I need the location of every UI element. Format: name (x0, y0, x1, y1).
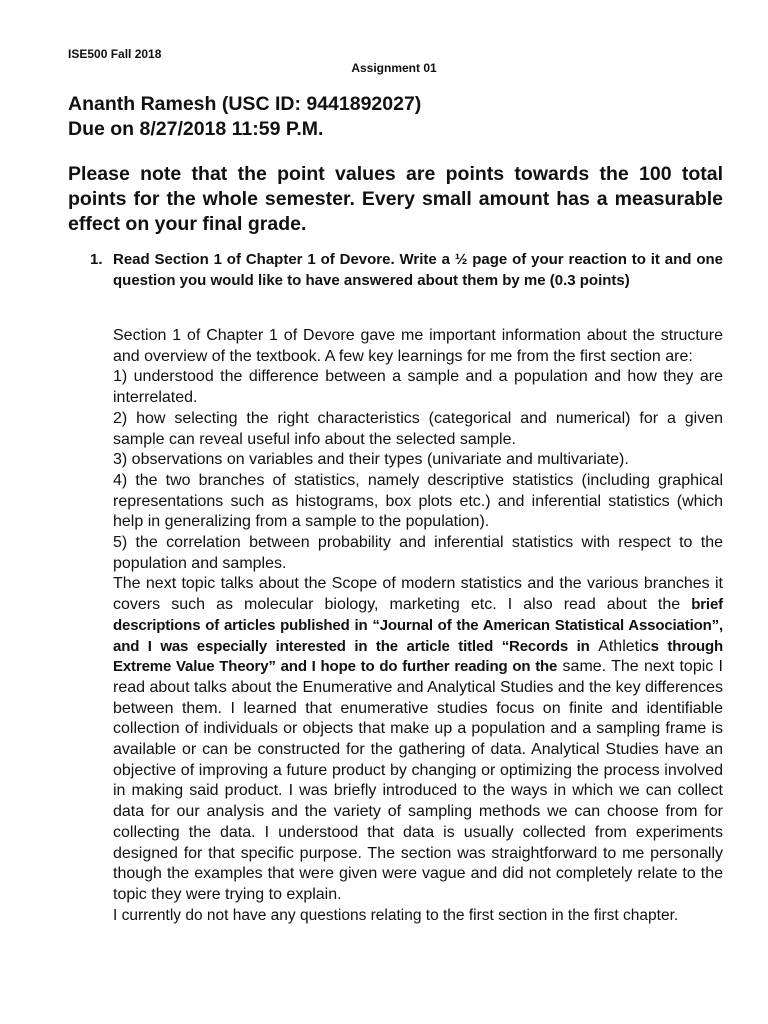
course-label: ISE500 Fall 2018 (68, 47, 162, 61)
scope-bold-a: brief descriptions of articles published in “Journal of the American Statistical Association”, and I was especially interested in the article titled “Records in (113, 596, 723, 655)
answer-closing: I currently do not have any questions relating to the first section in the first chapter. (113, 906, 679, 924)
scope-bold-b: s through Extreme Value Theory” and I hope to do further reading on the (113, 637, 724, 676)
answer-point-2: 2) how selecting the right characteristics (categorical and numerical) for a given sample can reveal useful info about the selected sample. (113, 409, 723, 448)
answer-intro: Section 1 of Chapter 1 of Devore gave me important information about the structure and overview of the textbook. A few key learnings for me from the first section are: (113, 327, 723, 365)
question-number: 1. (90, 251, 103, 268)
answer-point-4: 4) the two branches of statistics, namely descriptive statistics (including graphical representations such as histograms, box plots etc.) and inferential statistics (which help in generalizing from a sample to the population). (113, 471, 723, 531)
due-date-line: Due on 8/27/2018 11:59 P.M. (68, 118, 324, 140)
scope-text-a: The next topic talks about the Scope of modern statistics and the various branches it covers such as molecular biology, marketing etc. I also read about the (113, 575, 723, 614)
student-heading (68, 92, 728, 142)
answer-scope-paragraph (113, 574, 723, 905)
answer-body (113, 326, 723, 926)
question-text: Read Section 1 of Chapter 1 of Devore. Write a ½ page of your reaction to it and one question you would like to have answered about them by me (0.3 points) (113, 251, 723, 289)
scope-text-b: same. The next topic I read about talks about the Enumerative and Analytical Studies and the key differences between them. I learned that enumerative studies focus on finite and identifiable collection of individuals or objects that make up a population and a sampling frame is available or can be constructed for the gathering of data. Analytical Studies have an objective of improving a future product by changing or optimizing the process involved in making said product. I was briefly introduced to the ways in which we can collect data for our analysis and the variety of sampling methods we can choose from for collecting the data. I understood that data is usually collected from experiments designed for that specific purpose. The section was straightforward to me personally though the examples that were given were vague and did not completely relate to the topic they were trying to explain. (113, 658, 723, 903)
answer-point-5: 5) the correlation between probability and inferential statistics with respect to the population and samples. (113, 534, 723, 572)
answer-point-1: 1) understood the difference between a sample and a population and how they are interrelated. (113, 368, 723, 407)
student-name-line: Ananth Ramesh (USC ID: 9441892027) (68, 93, 422, 115)
points-notice: Please note that the point values are points towards the 100 total points for the whole semester. Every small amount has a measurable effect on your final grade. (68, 163, 723, 235)
assignment-title: Assignment 01 (351, 61, 437, 75)
scope-plain: Athletic (598, 637, 651, 655)
answer-point-3: 3) observations on variables and their types (univariate and multivariate). (113, 451, 629, 469)
